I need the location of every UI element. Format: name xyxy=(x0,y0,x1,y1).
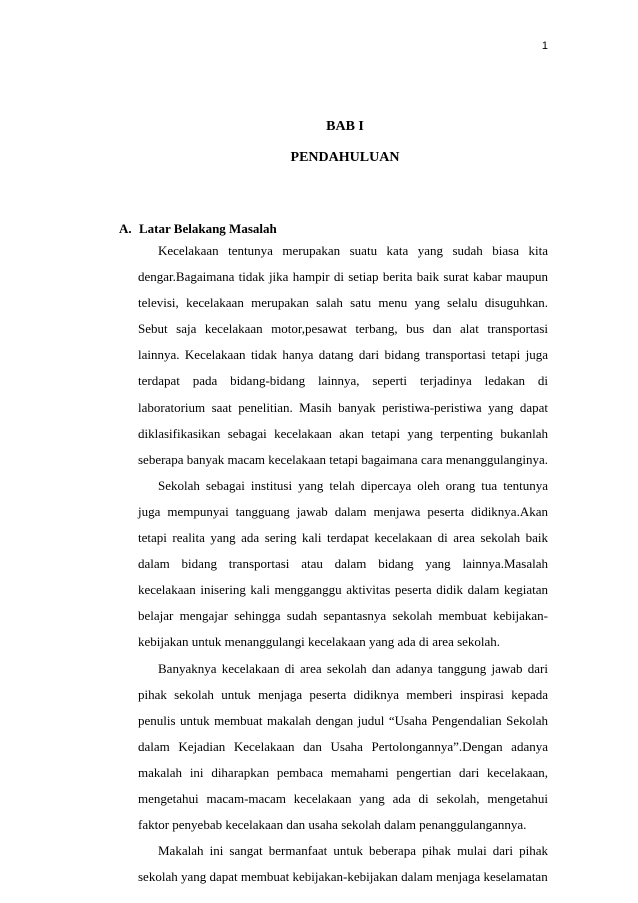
paragraph-1: Kecelakaan tentunya merupakan suatu kata yang sudah biasa kita dengar.Bagaimana tidak jika hampir di setiap berita baik surat kabar maupun televisi, kecelakaan merupakan salah satu menu yang selalu disuguhkan. Sebut saja kecelakaan motor,pesawat terbang, bus dan alat transportasi lainnya. Kecelakaan tidak hanya datang dari bidang transportasi tetapi juga terdapat pada bidang-bidang lainnya, seperti terjadinya ledakan di laboratorium saat penelitian. Masih banyak peristiwa-peristiwa yang dapat diklasifikasikan sebagai kecelakaan akan tetapi yang terpenting bukanlah seberapa banyak macam kecelakaan tetapi bagaimana cara menanggulanginya. xyxy=(138,243,549,467)
paragraph-3: Banyaknya kecelakaan di area sekolah dan adanya tanggung jawab dari pihak sekolah untuk menjaga peserta didiknya memberi inspirasi kepada penulis untuk membuat makalah dengan judul “Usaha Pengendalian Sekolah dalam Kejadian Kecelakaan dan Usaha Pertolongannya”.Dengan adanya makalah ini diharapkan pembaca memahami pengertian dari kecelakaan, mengetahui macam-macam kecelakaan yang ada di sekolah, mengetahui faktor penyebab kecelakaan dan usaha sekolah dalam penanggulangannya. xyxy=(138,660,548,833)
section-title: Latar Belakang Masalah xyxy=(139,221,277,236)
paragraph-4: Makalah ini sangat bermanfaat untuk beberapa pihak mulai dari pihak sekolah yang dapat membuat kebijakan-kebijakan dalam menjaga keselamatan xyxy=(138,843,548,885)
chapter-number: BAB I xyxy=(326,119,364,134)
page-number: 1 xyxy=(541,40,548,52)
chapter-title: PENDAHULUAN xyxy=(290,150,400,165)
body-text xyxy=(138,238,548,890)
paragraph-2: Sekolah sebagai institusi yang telah dipercaya oleh orang tua tentunya juga mempunyai tangguang jawab dalam menjawa peserta didiknya.Akan tetapi realita yang ada sering kali terdapat kecelakaan di area sekolah baik dalam bidang transportasi atau dalam bidang yang lainnya.Masalah kecelakaan inisering kali mengganggu aktivitas peserta didik dalam kegiatan belajar mengajar sehingga sudah sepantasnya sekolah membuat kebijakan-kebijakan untuk menanggulangi kecelakaan yang ada di area sekolah. xyxy=(138,477,548,650)
section-heading xyxy=(119,221,277,237)
section-letter: A. xyxy=(119,221,132,236)
